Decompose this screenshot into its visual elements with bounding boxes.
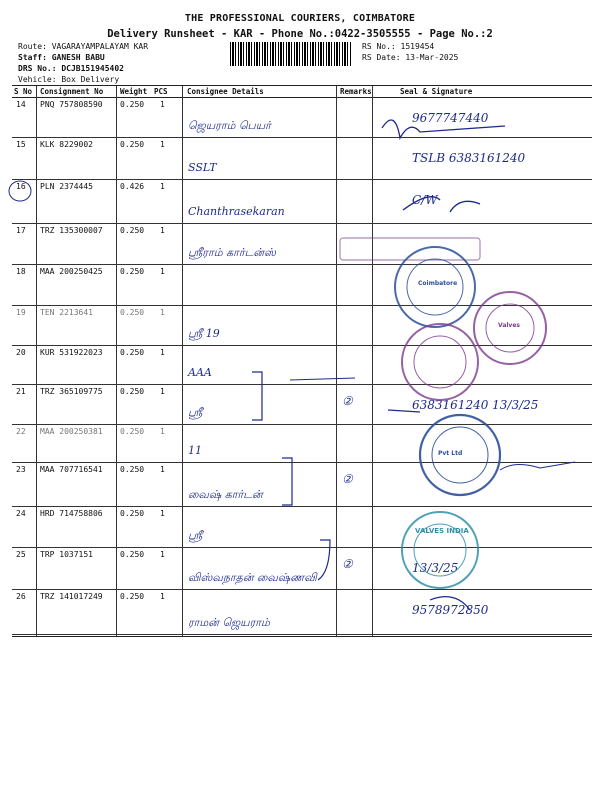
row-pcs: 1 [160,140,165,149]
col-remarks: Remarks [340,87,372,96]
round-stamp-1-inner [407,259,463,315]
stamp-label-1: Coimbatore [418,280,458,287]
row-consignment-no: PLN 2374445 [40,182,93,191]
row-pcs: 1 [160,387,165,396]
row-weight: 0.250 [120,267,145,276]
row-consignee: Chanthrasekaran [188,205,285,218]
stamp-label-4: VALVES INDIA [415,527,469,535]
row-pcs: 1 [160,592,165,601]
rs-no-text: RS No.: 1519454 [362,42,435,51]
row-pcs: 1 [160,509,165,518]
row-consignment-no: TRZ 135300007 [40,226,103,235]
row-weight: 0.250 [120,348,145,357]
row-seal-signature: 6383161240 13/3/25 [412,398,539,412]
row-consignment-no: TRZ 141017249 [40,592,103,601]
row-seal-signature: 9677747440 [412,111,489,125]
row-pcs: 1 [160,465,165,474]
route-text: Route: VAGARAYAMPALAYAM KAR [18,42,149,51]
row-sno: 21 [16,387,26,396]
row-consignee: AAA [188,366,212,379]
row-consignee: ஸ்ரீ [188,529,203,542]
row-remark: ② [342,557,353,571]
row-pcs: 1 [160,182,165,191]
row-consignee: ராமன் ஜெயராம் [188,616,270,629]
bracket-mark [252,372,262,420]
row-weight: 0.250 [120,308,145,317]
bracket-mark [318,540,330,580]
row-sno: 18 [16,267,26,276]
col-consignment: Consignment No [40,87,104,96]
row-consignee: ஸ்ரீராம் கார்டன்ஸ் [188,246,276,259]
round-stamp-3 [402,324,478,400]
row-consignment-no: PNQ 757808590 [40,100,103,109]
round-stamp-5 [402,512,478,588]
row-consignment-no: HRD 714758806 [40,509,103,518]
row-pcs: 1 [160,308,165,317]
row-consignment-no: MAA 707716541 [40,465,103,474]
row-weight: 0.250 [120,509,145,518]
row-consignee: 11 [188,444,202,457]
row-pcs: 1 [160,267,165,276]
row-pcs: 1 [160,348,165,357]
row-weight: 0.250 [120,465,145,474]
row-sno: 17 [16,226,26,235]
row-consignee: ஸ்ரீ [188,406,203,419]
row-weight: 0.250 [120,592,145,601]
row-consignee: ஜெயராம் பெயர் [188,119,271,132]
bracket-mark [282,458,292,505]
row-pcs: 1 [160,226,165,235]
col-pcs: PCS [154,87,168,96]
stamp-label-3: Pvt Ltd [438,450,463,457]
row-weight: 0.250 [120,226,145,235]
drs-text: DRS No.: DCJB151945402 [18,64,124,73]
row-consignment-no: MAA 200250425 [40,267,103,276]
row-pcs: 1 [160,427,165,436]
row-sno: 24 [16,509,26,518]
row-seal-signature: TSLB 6383161240 [412,151,526,165]
col-consignee: Consignee Details [187,87,264,96]
row-sno: 14 [16,100,26,109]
row-consignment-no: KUR 531922023 [40,348,103,357]
signature-26 [430,597,470,610]
row-weight: 0.250 [120,100,145,109]
row-sno: 15 [16,140,26,149]
stamp-label-2: Valves [498,322,520,329]
company-title: THE PROFESSIONAL COURIERS, COIMBATORE [184,13,416,24]
row-consignment-no: TEN 2213641 [40,308,93,317]
col-seal: Seal & Signature [400,87,473,96]
row-consignment-no: TRP 1037151 [40,550,93,559]
signature-14 [382,120,505,138]
row-consignee: விஸ்வநாதன் வைஷ்ணவி [188,571,317,584]
row-consignee: SSLT [188,161,217,174]
row-weight: 0.250 [120,140,145,149]
row-consignee: வைஷ் கார்டன் [188,488,263,501]
row-sno: 26 [16,592,26,601]
row-weight: 0.250 [120,550,145,559]
row-remark: ② [342,394,353,408]
row-weight: 0.250 [120,427,145,436]
signature-23 [500,462,575,470]
signature-16 [403,197,480,212]
staff-text: Staff: GANESH BABU [18,53,105,62]
col-sno: S No [14,87,33,96]
signature-21 [388,410,420,412]
vehicle-text: Vehicle: Box Delivery [18,75,120,84]
col-weight: Weight [120,87,148,96]
row-sno: 22 [16,427,26,436]
row-consignment-no: TRZ 365109775 [40,387,103,396]
row-consignment-no: KLK 8229002 [40,140,93,149]
row-sno: 20 [16,348,26,357]
round-stamp-3-inner [414,336,466,388]
row-weight: 0.426 [120,182,145,191]
arrow-mark [290,378,355,380]
row-pcs: 1 [160,550,165,559]
row-consignment-no: MAA 200250381 [40,427,103,436]
row-seal-signature: C/W [412,193,438,207]
row-16-circle-mark [9,181,31,201]
row-remark: ② [342,472,353,486]
row-seal-signature: 13/3/25 [412,561,459,575]
rs-date-text: RS Date: 13-Mar-2025 [362,53,459,62]
row-sno: 19 [16,308,26,317]
row-sno: 16 [16,182,26,191]
row-seal-signature: 9578972850 [412,603,489,617]
row-sno: 23 [16,465,26,474]
row-sno: 25 [16,550,26,559]
runsheet-title: Delivery Runsheet - KAR - Phone No.:0422-3505555 - Page No.:2 [107,28,493,40]
row-pcs: 1 [160,100,165,109]
row-weight: 0.250 [120,387,145,396]
row-consignee: ஸ்ரீ 19 [188,327,220,340]
